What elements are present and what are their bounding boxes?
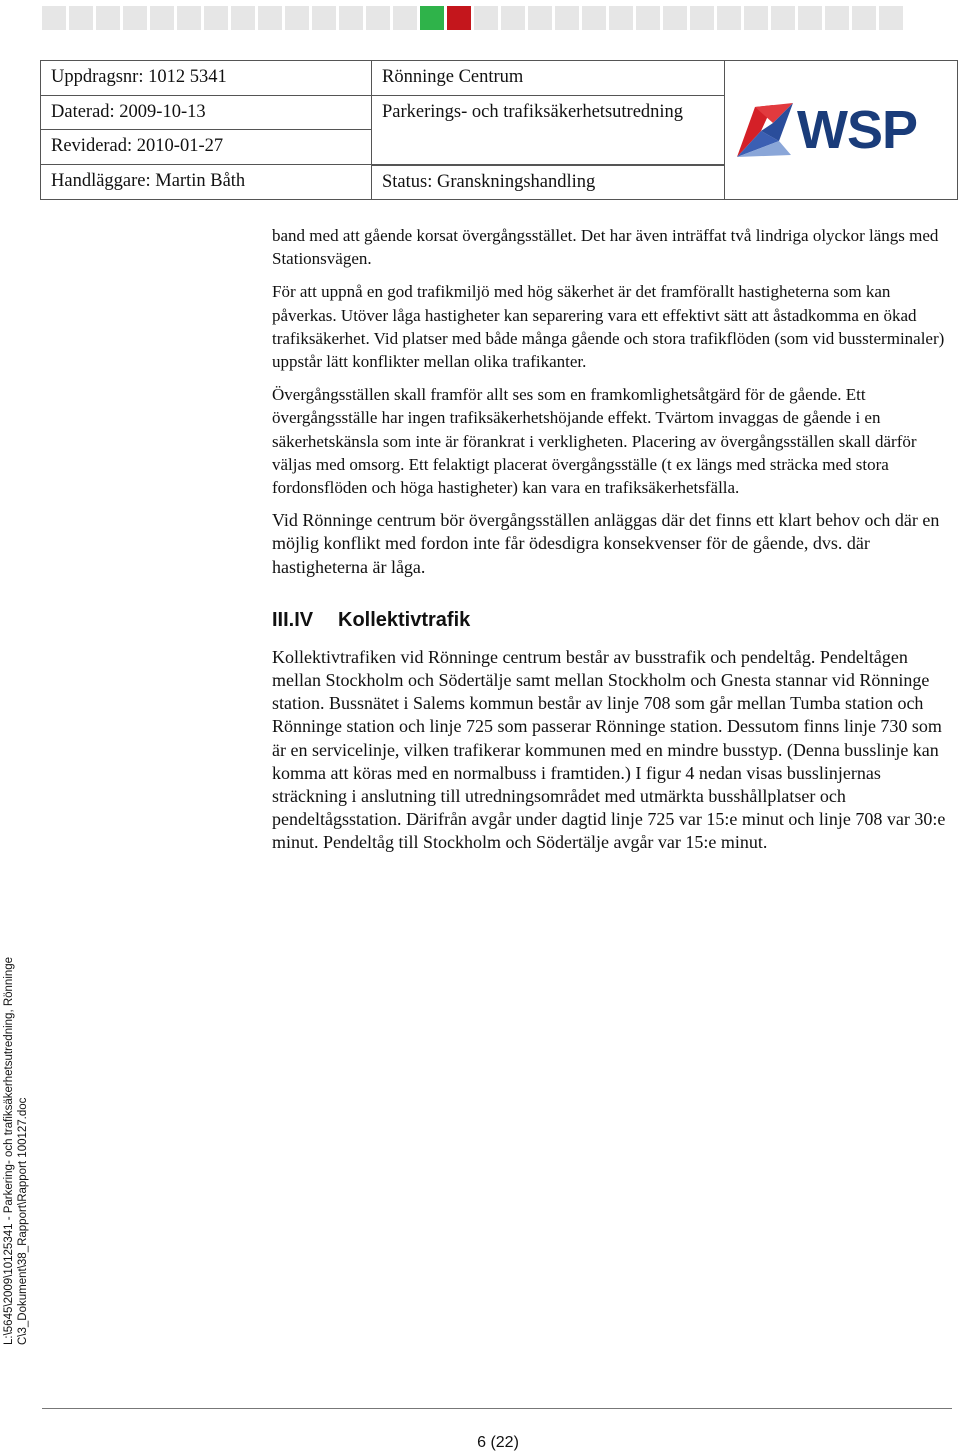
decorative-square xyxy=(312,6,336,30)
decorative-square xyxy=(474,6,498,30)
decorative-square xyxy=(744,6,768,30)
wsp-logo-mark-icon xyxy=(733,101,795,159)
decorative-square xyxy=(231,6,255,30)
decorative-square xyxy=(771,6,795,30)
decorative-square xyxy=(717,6,741,30)
decorative-square xyxy=(96,6,120,30)
decorative-square xyxy=(204,6,228,30)
page-number: 6 (22) xyxy=(477,1434,519,1451)
decorative-square xyxy=(123,6,147,30)
section-heading xyxy=(272,609,952,632)
file-path-line: C\3_Dokument\38_Rapport\Rapport 100127.doc xyxy=(17,1097,29,1345)
paragraph-ronninge-crossings: Vid Rönninge centrum bör övergångsställen anläggas där det finns ett klart behov och där en möjlig konflikt med fordon inte får ödesdigra konsekvenser för de gående, dvs. där hastigheterna är låga. xyxy=(272,510,940,577)
case-handler: Handläggare: Martin Båth xyxy=(41,165,372,200)
decorative-square xyxy=(690,6,714,30)
wsp-logo-text: WSP xyxy=(797,100,918,160)
decorative-square xyxy=(69,6,93,30)
decorative-square xyxy=(501,6,525,30)
date-revised: Reviderad: 2010-01-27 xyxy=(41,130,372,165)
decorative-square xyxy=(852,6,876,30)
paragraph-crossings: Övergångsställen skall framför allt ses som en framkomlighetsåtgärd för de gående. Ett övergångsställe har ingen trafiksäkerhetshöjande effekt. Tvärtom invaggas de gående i en säkerhetskänsla som inte är förankrat i verkligheten. Placering av övergångsställen skall därför väljas med omsorg. Ett felaktigt placerat övergångsställe (t ex längs med sträcka med stora fordonsflöden och höga hastigheter) kan vara en trafiksäkerhetsfälla. xyxy=(272,385,917,498)
decorative-square xyxy=(42,6,66,30)
project-name: Rönninge Centrum xyxy=(372,61,725,96)
decorative-square xyxy=(879,6,903,30)
decorative-square xyxy=(636,6,660,30)
decorative-square xyxy=(177,6,201,30)
decorative-square xyxy=(555,6,579,30)
section-title: Kollektivtrafik xyxy=(338,608,471,631)
decorative-square xyxy=(447,6,471,30)
decorative-square xyxy=(609,6,633,30)
wsp-logo xyxy=(725,61,957,199)
document-header-table xyxy=(40,60,958,200)
header-color-strip xyxy=(42,6,903,30)
decorative-square xyxy=(393,6,417,30)
decorative-square xyxy=(150,6,174,30)
paragraph-public-transport: Kollektivtrafiken vid Rönninge centrum består av busstrafik och pendeltåg. Pendeltågen mellan Stockholm och Södertälje samt mellan Stockholm och Gnesta stannar vid Rönninge station. Bussnätet i Salems kommun består av linje 708 som går mellan Tumba station och Rönninge station och linje 725 som passerar Rönninge station. Dessutom finns linje 730 som är en servicelinje, vilken trafikerar kommunen med en mindre busstyp. (Denna busslinje kan komma att köras med en normalbuss i framtiden.) I figur 4 nedan visas busslinjernas sträckning i anslutning till utredningsområdet med utmärkta busshållplatser och pendeltågsstation. Därifrån avgår under dagtid linje 725 var 15:e minut och linje 708 var 30:e minut. Pendeltåg till Stockholm och Södertälje avgår var 15:e minut. xyxy=(272,646,946,853)
footer-divider xyxy=(42,1408,952,1409)
decorative-square xyxy=(798,6,822,30)
decorative-square xyxy=(366,6,390,30)
report-body xyxy=(272,224,952,865)
assignment-number: Uppdragsnr: 1012 5341 xyxy=(41,61,372,96)
file-path-margin-text xyxy=(2,957,30,1345)
decorative-square xyxy=(528,6,552,30)
decorative-square xyxy=(420,6,444,30)
document-status: Status: Granskningshandling xyxy=(372,165,725,200)
decorative-square xyxy=(339,6,363,30)
decorative-square xyxy=(663,6,687,30)
date-dated: Daterad: 2009-10-13 xyxy=(41,96,372,131)
decorative-square xyxy=(285,6,309,30)
decorative-square xyxy=(582,6,606,30)
paragraph-accidents: band med att gående korsat övergångsstället. Det har även inträffat två lindriga olyckor längs med Stationsvägen. xyxy=(272,226,939,269)
section-number: III.IV xyxy=(272,608,314,631)
decorative-square xyxy=(825,6,849,30)
file-path-line: L:\5645\2009\10125341 - Parkering- och trafiksäkerhetsutredning, Rönninge xyxy=(3,956,15,1345)
decorative-square xyxy=(258,6,282,30)
paragraph-traffic-environment: För att uppnå en god trafikmiljö med hög säkerhet är det framförallt hastigheterna som kan påverkas. Utöver låga hastigheter kan separering vara ett effektivt sätt att åstadkomma en ökad trafiksäkerhet. Vid platser med både många gående och stora trafikflöden (som vid bussterminaler) uppstår lätt konflikter mellan olika trafikanter. xyxy=(272,282,945,372)
report-subtitle: Parkerings- och trafiksäkerhetsutredning xyxy=(372,96,725,165)
